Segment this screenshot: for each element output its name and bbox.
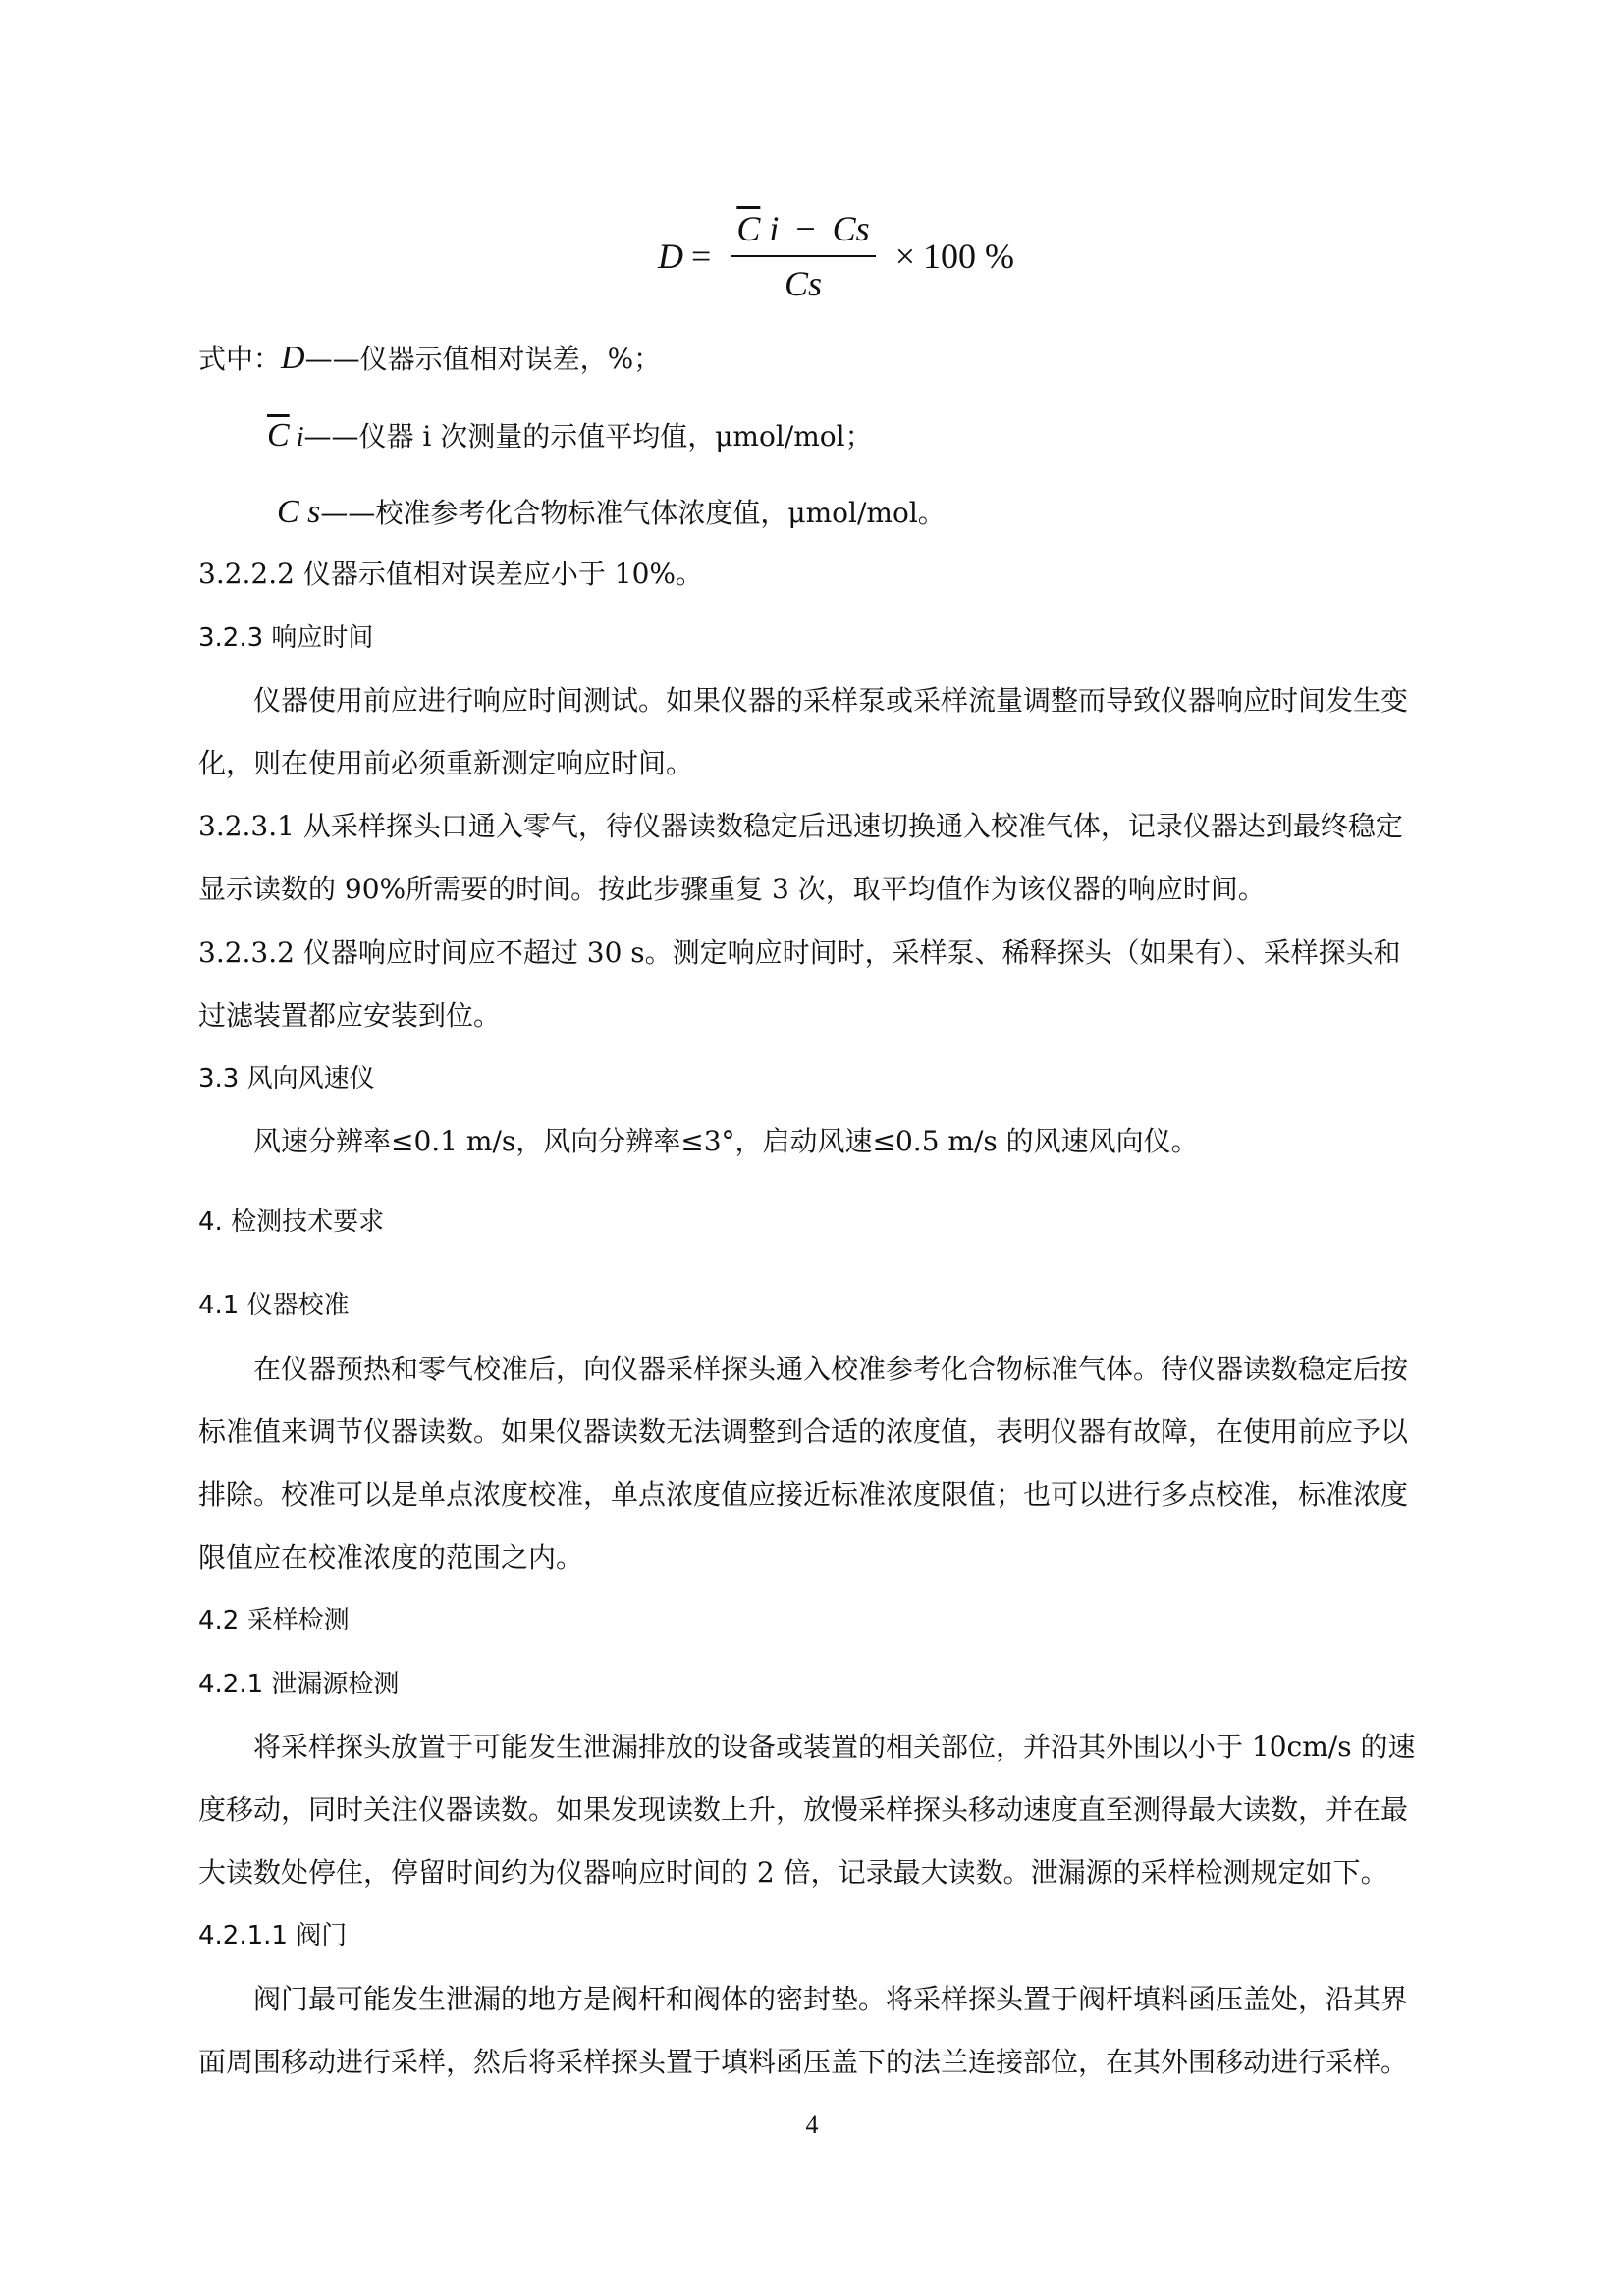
para-4-2-1-1-line2: 面周围移动进行采样，然后将采样探头置于填料函压盖下的法兰连接部位，在其外围移动进行采样。 bbox=[198, 2046, 1409, 2078]
legend-cs bbox=[277, 493, 946, 533]
legend-ci-text: ——仪器 i 次测量的示值平均值，μmol/mol； bbox=[303, 420, 873, 453]
legend-ci-c: $\overline{C}$ bbox=[267, 417, 290, 454]
formula-times: × bbox=[894, 237, 915, 276]
legend-ci-i: i bbox=[289, 422, 304, 453]
para-3-2-3-line1: 仪器使用前应进行响应时间测试。如果仪器的采样泵或采样流量调整而导致仪器响应时间发生变 bbox=[253, 684, 1409, 717]
heading-4-1: 4.1 仪器校准 bbox=[198, 1291, 350, 1320]
para-4-2-1-line3: 大读数处停住，停留时间约为仪器响应时间的 2 倍，记录最大读数。泄漏源的采样检测规定如下。 bbox=[198, 1856, 1388, 1889]
para-4-1-line2: 标准值来调节仪器读数。如果仪器读数无法调整到合适的浓度值，表明仪器有故障，在使用前应予以 bbox=[198, 1415, 1409, 1448]
formula-denominator: Cs bbox=[784, 264, 823, 303]
heading-4-2-1-1: 4.2.1.1 阀门 bbox=[198, 1921, 348, 1950]
legend-d-text: ——仪器示值相对误差，%； bbox=[304, 343, 662, 375]
clause-3-2-3-2-line1: 3.2.3.2 仪器响应时间应不超过 30 s。测定响应时间时，采样泵、稀释探头（如果有）、采样探头和 bbox=[198, 936, 1401, 969]
para-4-1-line3: 排除。校准可以是单点浓度校准，单点浓度值应接近标准浓度限值；也可以进行多点校准，标准浓度 bbox=[198, 1478, 1409, 1511]
heading-3-2-3: 3.2.3 响应时间 bbox=[198, 623, 374, 653]
para-4-2-1-1-line1: 阀门最可能发生泄漏的地方是阀杆和阀体的密封垫。将采样探头置于阀杆填料函压盖处，沿其界 bbox=[253, 1983, 1409, 2015]
para-3-2-3-line2: 化，则在使用前必须重新测定响应时间。 bbox=[198, 747, 694, 779]
para-4-1-line4: 限值应在校准浓度的范围之内。 bbox=[198, 1541, 584, 1574]
heading-4: 4. 检测技术要求 bbox=[198, 1207, 385, 1237]
legend-d-symbol: D bbox=[281, 340, 305, 376]
legend-prefix: 式中： bbox=[198, 343, 282, 375]
para-4-2-1-line1: 将采样探头放置于可能发生泄漏排放的设备或装置的相关部位，并沿其外围以小于 10cm/s 的速 bbox=[253, 1731, 1416, 1763]
clause-3-2-2-2: 3.2.2.2 仪器示值相对误差应小于 10%。 bbox=[198, 558, 703, 590]
legend-cs-symbol: C s bbox=[277, 494, 321, 530]
heading-4-2-1: 4.2.1 泄漏源检测 bbox=[198, 1670, 400, 1699]
heading-4-2: 4.2 采样检测 bbox=[198, 1606, 350, 1635]
formula-minus: − bbox=[795, 209, 816, 248]
formula-factor: 100 % bbox=[923, 237, 1014, 276]
clause-3-2-3-1-line1: 3.2.3.1 从采样探头口通入零气，待仪器读数稳定后迅速切换通入校准气体，记录仪器达到最终稳定 bbox=[198, 810, 1403, 842]
formula-i: i bbox=[769, 209, 780, 248]
clause-3-2-3-1-line2: 显示读数的 90%所需要的时间。按此步骤重复 3 次，取平均值作为该仪器的响应时间。 bbox=[198, 873, 1266, 905]
legend-d bbox=[198, 339, 661, 379]
formula-numerator bbox=[731, 208, 875, 257]
para-4-2-1-line2: 度移动，同时关注仪器读数。如果发现读数上升，放慢采样探头移动速度直至测得最大读数，并在最 bbox=[198, 1793, 1409, 1826]
para-3-3: 风速分辨率≤0.1 m/s，风向分辨率≤3°，启动风速≤0.5 m/s 的风速风向仪。 bbox=[253, 1125, 1199, 1157]
legend-ci bbox=[267, 416, 873, 457]
formula-cs-num: Cs bbox=[832, 209, 870, 248]
formula-lhs: D bbox=[658, 237, 683, 276]
legend-cs-text: ——校准参考化合物标准气体浓度值，μmol/mol。 bbox=[320, 497, 946, 529]
error-formula bbox=[658, 208, 1014, 304]
page-number: 4 bbox=[805, 2110, 819, 2139]
formula-c-bar: $\overline{C}$ bbox=[736, 209, 761, 248]
heading-3-3: 3.3 风向风速仪 bbox=[198, 1064, 375, 1094]
para-4-1-line1: 在仪器预热和零气校准后，向仪器采样探头通入校准参考化合物标准气体。待仪器读数稳定后按 bbox=[253, 1353, 1409, 1385]
clause-3-2-3-2-line2: 过滤装置都应安装到位。 bbox=[198, 999, 502, 1032]
formula-fraction bbox=[731, 208, 875, 304]
formula-equals: = bbox=[691, 237, 712, 276]
